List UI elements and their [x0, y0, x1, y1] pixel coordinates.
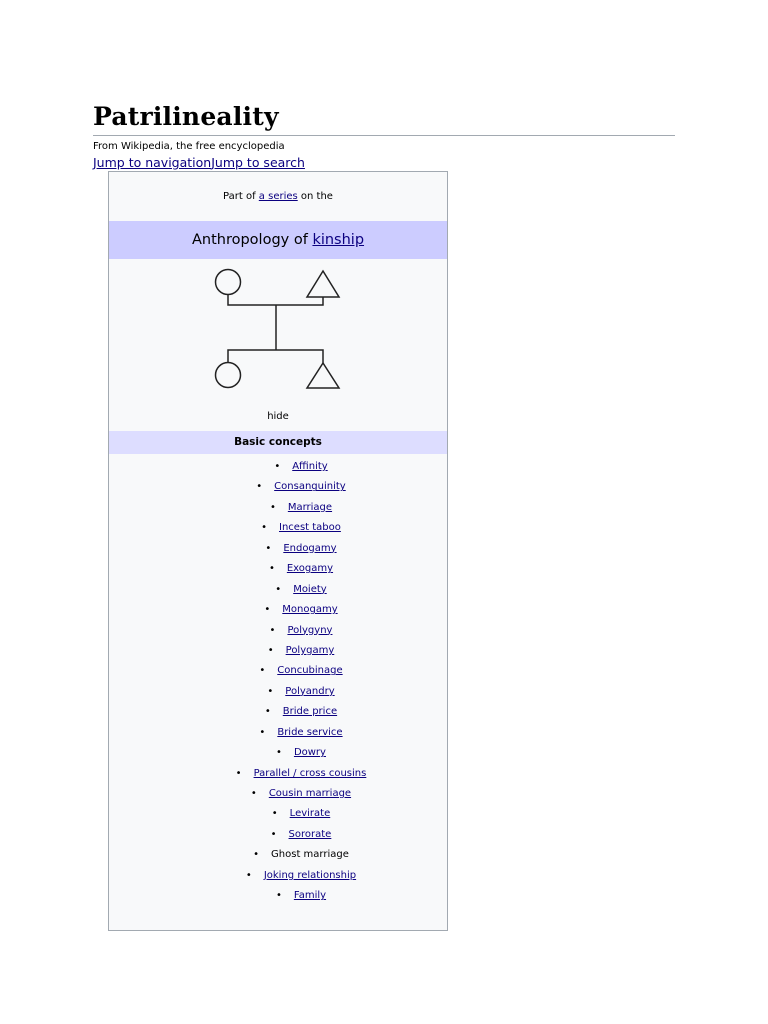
bullet-icon: •	[275, 583, 282, 595]
bullet-icon: •	[269, 501, 276, 513]
concept-link[interactable]: Cousin marriage	[268, 788, 352, 799]
list-item	[109, 539, 447, 559]
list-item	[109, 559, 447, 579]
concept-link[interactable]: Bride service	[277, 726, 343, 738]
list-item	[109, 641, 447, 661]
concept-link[interactable]: Bride price	[282, 706, 338, 718]
male-parent-icon	[307, 271, 339, 297]
list-item	[109, 764, 447, 784]
concept-link[interactable]: Family	[293, 890, 327, 902]
bullet-icon: •	[253, 849, 260, 861]
list-item	[109, 457, 447, 477]
marriage-line	[228, 294, 323, 305]
bullet-icon: •	[264, 604, 271, 616]
bullet-icon: •	[267, 644, 274, 656]
bullet-icon: •	[269, 624, 276, 636]
concept-link[interactable]: Dowry	[293, 747, 326, 759]
bullet-icon: •	[235, 767, 242, 779]
bullet-icon: •	[256, 481, 263, 493]
concept-link[interactable]: Incest taboo	[279, 522, 341, 534]
list-item	[109, 784, 447, 804]
series-line	[109, 190, 447, 203]
basic-concepts-list	[109, 457, 447, 907]
jump-to-navigation-link[interactable]: Jump to navigation	[93, 155, 212, 170]
list-item	[109, 621, 447, 641]
concept-link[interactable]: Joking relationship	[263, 869, 357, 881]
bullet-icon: •	[259, 665, 266, 677]
concept-link[interactable]: Polygamy	[285, 644, 335, 656]
bullet-icon: •	[259, 726, 266, 738]
kinship-diagram-icon	[212, 266, 347, 396]
list-item	[109, 886, 447, 906]
series-suffix: on the	[297, 191, 333, 202]
concept-link[interactable]: Exogamy	[286, 563, 334, 575]
list-item	[109, 580, 447, 600]
concept-link[interactable]: Marriage	[287, 501, 333, 513]
jump-to-search-link[interactable]: Jump to search	[211, 155, 305, 170]
series-prefix: Part of	[223, 191, 259, 202]
site-tagline: From Wikipedia, the free encyclopedia	[93, 141, 285, 152]
basic-concepts-header: Basic concepts	[109, 431, 447, 454]
bullet-icon: •	[265, 542, 272, 554]
concept-link[interactable]: Monogamy	[282, 604, 338, 616]
page-title: Patrilineality	[93, 102, 279, 131]
bullet-icon: •	[250, 788, 257, 799]
concept-text: Ghost marriage	[271, 849, 349, 861]
list-item	[109, 600, 447, 620]
list-item	[109, 518, 447, 538]
list-item	[109, 723, 447, 743]
female-child-icon	[216, 363, 241, 388]
bullet-icon: •	[245, 869, 252, 881]
bullet-icon: •	[268, 563, 275, 575]
header-prefix: Anthropology of	[191, 232, 313, 248]
list-item	[109, 845, 447, 865]
concept-link[interactable]: Polygyny	[287, 624, 333, 636]
concept-link[interactable]: Affinity	[292, 461, 328, 472]
title-divider	[93, 135, 675, 136]
bullet-icon: •	[276, 747, 282, 759]
list-item	[109, 804, 447, 824]
series-link[interactable]: a series	[258, 191, 298, 202]
bullet-icon: •	[275, 890, 282, 902]
concept-link[interactable]: Moiety	[293, 583, 327, 595]
kinship-link[interactable]: kinship	[312, 232, 365, 248]
concept-link[interactable]: Levirate	[289, 808, 331, 820]
list-item	[109, 702, 447, 722]
concept-link[interactable]: Endogamy	[283, 542, 337, 554]
list-item	[109, 498, 447, 518]
bullet-icon: •	[270, 828, 277, 840]
concept-link[interactable]: Consanguinity	[274, 481, 346, 493]
sibling-line	[228, 350, 323, 363]
list-item	[109, 682, 447, 702]
bullet-icon: •	[271, 808, 278, 820]
bullet-icon: •	[274, 461, 281, 472]
bullet-icon: •	[261, 522, 267, 534]
concept-link[interactable]: Sororate	[288, 828, 332, 840]
female-parent-icon	[216, 270, 241, 295]
jump-links	[93, 155, 305, 171]
concept-link[interactable]: Concubinage	[277, 665, 343, 677]
concept-link[interactable]: Parallel / cross cousins	[253, 767, 367, 779]
bullet-icon: •	[267, 685, 274, 697]
list-item	[109, 477, 447, 497]
infobox-header	[109, 221, 447, 259]
hide-toggle[interactable]: hide	[267, 411, 289, 422]
list-item	[109, 825, 447, 845]
bullet-icon: •	[264, 706, 271, 718]
list-item	[109, 743, 447, 763]
list-item	[109, 866, 447, 886]
kinship-infobox	[108, 171, 448, 931]
concept-link[interactable]: Polyandry	[285, 685, 335, 697]
male-child-icon	[307, 363, 339, 388]
list-item	[109, 661, 447, 681]
